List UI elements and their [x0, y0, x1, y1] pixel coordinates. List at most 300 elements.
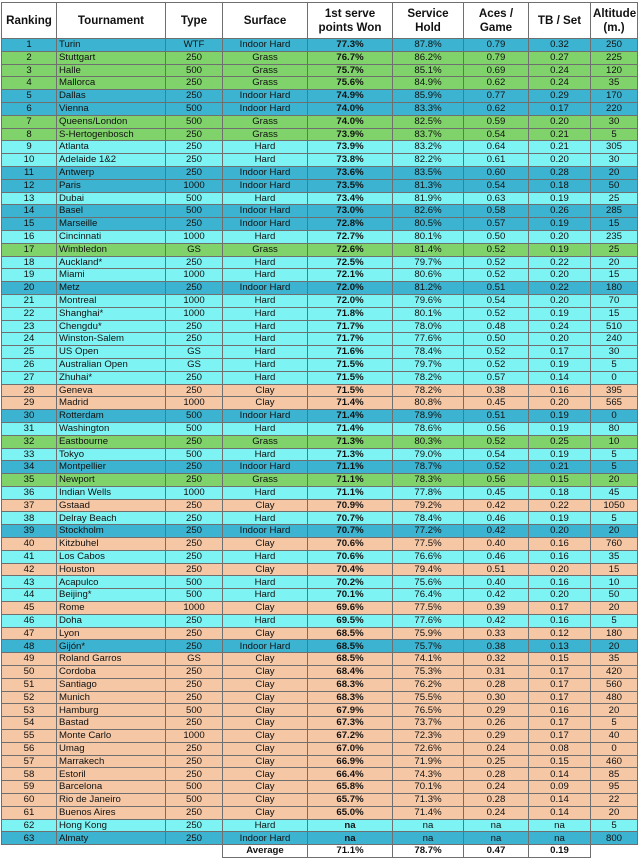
service-hold-cell: 87.8% [393, 39, 464, 52]
tournament-cell: Australian Open [57, 358, 166, 371]
altitude-cell: 225 [591, 51, 638, 64]
tournament-cell: Acapulco [57, 576, 166, 589]
altitude-cell: 20 [591, 474, 638, 487]
surface-cell: Hard [223, 486, 308, 499]
tb-cell: 0.20 [529, 563, 591, 576]
altitude-cell: 85 [591, 768, 638, 781]
first-serve-cell: 68.5% [308, 653, 393, 666]
table-row [2, 550, 638, 563]
surface-cell: Hard [223, 256, 308, 269]
service-hold-cell: 78.0% [393, 320, 464, 333]
tournament-cell: Rome [57, 602, 166, 615]
table-row [2, 141, 638, 154]
tournament-cell: Dallas [57, 90, 166, 103]
tb-cell: 0.19 [529, 192, 591, 205]
first-serve-cell: 70.2% [308, 576, 393, 589]
tb-cell: 0.20 [529, 525, 591, 538]
surface-cell: Clay [223, 499, 308, 512]
ranking-cell: 34 [2, 461, 57, 474]
surface-cell: Indoor Hard [223, 39, 308, 52]
service-hold-cell: 71.9% [393, 755, 464, 768]
table-row [2, 781, 638, 794]
surface-cell: Indoor Hard [223, 90, 308, 103]
tb-cell: 0.16 [529, 384, 591, 397]
type-cell: 1000 [166, 294, 223, 307]
type-cell: 1000 [166, 269, 223, 282]
surface-cell: Grass [223, 474, 308, 487]
ranking-cell: 33 [2, 448, 57, 461]
surface-cell: Grass [223, 115, 308, 128]
tournament-cell: Gstaad [57, 499, 166, 512]
first-serve-cell: 71.3% [308, 435, 393, 448]
type-cell: 250 [166, 384, 223, 397]
type-cell: 250 [166, 90, 223, 103]
ranking-cell: 17 [2, 243, 57, 256]
type-cell: 1000 [166, 397, 223, 410]
table-row [2, 730, 638, 743]
tournament-cell: Halle [57, 64, 166, 77]
type-cell: 250 [166, 474, 223, 487]
aces-cell: 0.58 [464, 205, 529, 218]
surface-cell: Clay [223, 704, 308, 717]
first-serve-cell: 67.3% [308, 717, 393, 730]
ranking-cell: 46 [2, 614, 57, 627]
ranking-cell: 41 [2, 550, 57, 563]
service-hold-cell: 79.7% [393, 358, 464, 371]
tb-cell: 0.26 [529, 205, 591, 218]
table-row [2, 717, 638, 730]
tb-cell: 0.21 [529, 128, 591, 141]
type-cell: 250 [166, 742, 223, 755]
type-cell: 250 [166, 563, 223, 576]
service-hold-cell: 82.2% [393, 154, 464, 167]
tb-cell: 0.19 [529, 410, 591, 423]
aces-cell: 0.56 [464, 474, 529, 487]
tournament-cell: Beijing* [57, 589, 166, 602]
altitude-cell: 250 [591, 39, 638, 52]
surface-cell: Clay [223, 794, 308, 807]
ranking-cell: 59 [2, 781, 57, 794]
tournament-cell: Roland Garros [57, 653, 166, 666]
first-serve-cell: 74.0% [308, 102, 393, 115]
ranking-cell: 24 [2, 333, 57, 346]
aces-cell: 0.52 [464, 435, 529, 448]
ranking-cell: 55 [2, 730, 57, 743]
ranking-cell: 15 [2, 218, 57, 231]
tb-cell: 0.17 [529, 102, 591, 115]
service-hold-cell: 75.7% [393, 640, 464, 653]
altitude-cell: 5 [591, 448, 638, 461]
tournament-cell: Cordoba [57, 666, 166, 679]
ranking-cell: 29 [2, 397, 57, 410]
table-row [2, 115, 638, 128]
first-serve-cell: 71.5% [308, 358, 393, 371]
tournament-cell: Los Cabos [57, 550, 166, 563]
aces-cell: 0.42 [464, 499, 529, 512]
table-row [2, 243, 638, 256]
ranking-cell: 28 [2, 384, 57, 397]
tournament-cell: Indian Wells [57, 486, 166, 499]
surface-cell: Hard [223, 192, 308, 205]
ranking-cell: 1 [2, 39, 57, 52]
aces-cell: 0.61 [464, 154, 529, 167]
first-serve-cell: 66.9% [308, 755, 393, 768]
altitude-cell: 80 [591, 422, 638, 435]
altitude-cell: 30 [591, 154, 638, 167]
type-cell: 500 [166, 448, 223, 461]
type-cell: 250 [166, 218, 223, 231]
surface-cell: Indoor Hard [223, 525, 308, 538]
table-row [2, 794, 638, 807]
first-serve-cell: na [308, 832, 393, 845]
aces-cell: 0.57 [464, 218, 529, 231]
surface-cell: Clay [223, 384, 308, 397]
ranking-cell: 4 [2, 77, 57, 90]
ranking-cell: 63 [2, 832, 57, 845]
tb-cell: 0.25 [529, 435, 591, 448]
tb-cell: 0.17 [529, 691, 591, 704]
ranking-cell: 18 [2, 256, 57, 269]
surface-cell: Indoor Hard [223, 410, 308, 423]
first-serve-cell: 73.5% [308, 179, 393, 192]
surface-cell: Indoor Hard [223, 205, 308, 218]
altitude-cell: 5 [591, 819, 638, 832]
service-hold-cell: na [393, 819, 464, 832]
tournament-cell: Estoril [57, 768, 166, 781]
service-hold-cell: 74.3% [393, 768, 464, 781]
service-hold-cell: 82.6% [393, 205, 464, 218]
ranking-cell: 21 [2, 294, 57, 307]
service-hold-cell: 78.2% [393, 371, 464, 384]
table-row [2, 51, 638, 64]
first-serve-cell: 73.6% [308, 166, 393, 179]
tb-cell: 0.20 [529, 115, 591, 128]
table-row [2, 525, 638, 538]
surface-cell: Hard [223, 576, 308, 589]
surface-cell: Clay [223, 781, 308, 794]
first-serve-cell: 65.0% [308, 806, 393, 819]
surface-cell: Grass [223, 128, 308, 141]
service-hold-cell: 72.6% [393, 742, 464, 755]
altitude-cell: 0 [591, 410, 638, 423]
tournament-cell: Houston [57, 563, 166, 576]
type-cell: 250 [166, 678, 223, 691]
aces-cell: 0.51 [464, 563, 529, 576]
tournament-cell: Rio de Janeiro [57, 794, 166, 807]
table-row [2, 333, 638, 346]
table-row [2, 678, 638, 691]
altitude-cell: 40 [591, 730, 638, 743]
service-hold-cell: 81.4% [393, 243, 464, 256]
first-serve-cell: 72.0% [308, 282, 393, 295]
ranking-cell: 2 [2, 51, 57, 64]
ranking-cell: 61 [2, 806, 57, 819]
altitude-cell: 20 [591, 640, 638, 653]
tournament-cell: Umag [57, 742, 166, 755]
table-row [2, 410, 638, 423]
table-row [2, 640, 638, 653]
service-hold-cell: 75.6% [393, 576, 464, 589]
altitude-cell: 15 [591, 307, 638, 320]
type-cell: 500 [166, 205, 223, 218]
surface-cell: Hard [223, 448, 308, 461]
tournament-cell: S-Hertogenbosch [57, 128, 166, 141]
aces-cell: 0.45 [464, 486, 529, 499]
aces-cell: 0.28 [464, 794, 529, 807]
tb-cell: 0.20 [529, 294, 591, 307]
aces-cell: 0.63 [464, 192, 529, 205]
tb-cell: 0.15 [529, 474, 591, 487]
surface-cell: Clay [223, 755, 308, 768]
first-serve-cell: 72.1% [308, 269, 393, 282]
first-serve-cell: 71.1% [308, 461, 393, 474]
type-cell: 250 [166, 691, 223, 704]
altitude-cell: 15 [591, 218, 638, 231]
type-cell: 1000 [166, 730, 223, 743]
tb-cell: 0.28 [529, 166, 591, 179]
first-serve-cell: 73.8% [308, 154, 393, 167]
aces-cell: 0.62 [464, 77, 529, 90]
ranking-cell: 20 [2, 282, 57, 295]
tb-cell: 0.20 [529, 154, 591, 167]
tb-cell: 0.14 [529, 768, 591, 781]
header-altitude: Altitude (m.) [591, 3, 638, 39]
surface-cell: Hard [223, 512, 308, 525]
table-row [2, 538, 638, 551]
tb-cell: 0.19 [529, 307, 591, 320]
tb-cell: 0.08 [529, 742, 591, 755]
table-row [2, 128, 638, 141]
service-hold-cell: 76.6% [393, 550, 464, 563]
table-row [2, 397, 638, 410]
type-cell: 500 [166, 102, 223, 115]
tournament-cell: Stuttgart [57, 51, 166, 64]
aces-cell: 0.56 [464, 422, 529, 435]
aces-cell: 0.50 [464, 230, 529, 243]
type-cell: 1000 [166, 179, 223, 192]
aces-cell: 0.64 [464, 141, 529, 154]
aces-cell: 0.48 [464, 320, 529, 333]
service-hold-cell: 76.2% [393, 678, 464, 691]
tb-cell: 0.16 [529, 704, 591, 717]
tb-cell: 0.19 [529, 358, 591, 371]
aces-cell: 0.51 [464, 410, 529, 423]
ranking-cell: 42 [2, 563, 57, 576]
type-cell: 1000 [166, 230, 223, 243]
altitude-cell: 760 [591, 538, 638, 551]
tournament-cell: Basel [57, 205, 166, 218]
first-serve-cell: 74.9% [308, 90, 393, 103]
ranking-cell: 47 [2, 627, 57, 640]
table-row [2, 218, 638, 231]
altitude-cell: 35 [591, 550, 638, 563]
altitude-cell: 15 [591, 563, 638, 576]
service-hold-cell: 83.5% [393, 166, 464, 179]
service-hold-cell: 79.7% [393, 256, 464, 269]
first-serve-cell: 72.0% [308, 294, 393, 307]
service-hold-cell: 80.1% [393, 307, 464, 320]
first-serve-cell: 71.4% [308, 422, 393, 435]
aces-cell: 0.32 [464, 653, 529, 666]
tournament-cell: Paris [57, 179, 166, 192]
service-hold-cell: 83.2% [393, 141, 464, 154]
header-type: Type [166, 3, 223, 39]
service-hold-cell: 78.2% [393, 384, 464, 397]
type-cell: 250 [166, 538, 223, 551]
tb-cell: 0.20 [529, 230, 591, 243]
tb-cell: 0.18 [529, 486, 591, 499]
type-cell: 250 [166, 256, 223, 269]
altitude-cell: 460 [591, 755, 638, 768]
surface-cell: Hard [223, 320, 308, 333]
tb-cell: 0.20 [529, 269, 591, 282]
tb-cell: 0.14 [529, 371, 591, 384]
surface-cell: Hard [223, 346, 308, 359]
ranking-cell: 23 [2, 320, 57, 333]
aces-cell: 0.40 [464, 576, 529, 589]
table-row [2, 192, 638, 205]
blank-cell [2, 845, 57, 858]
aces-cell: 0.38 [464, 384, 529, 397]
altitude-cell: 5 [591, 128, 638, 141]
aces-cell: 0.42 [464, 614, 529, 627]
header-tb-set: TB / Set [529, 3, 591, 39]
tournament-cell: Munich [57, 691, 166, 704]
ranking-cell: 13 [2, 192, 57, 205]
altitude-cell: 45 [591, 486, 638, 499]
service-hold-cell: 78.7% [393, 461, 464, 474]
type-cell: GS [166, 358, 223, 371]
service-hold-cell: 77.2% [393, 525, 464, 538]
surface-cell: Clay [223, 806, 308, 819]
service-hold-cell: 83.3% [393, 102, 464, 115]
ranking-cell: 35 [2, 474, 57, 487]
service-hold-cell: 85.9% [393, 90, 464, 103]
tb-cell: 0.17 [529, 717, 591, 730]
surface-cell: Grass [223, 435, 308, 448]
altitude-cell: 5 [591, 512, 638, 525]
surface-cell: Clay [223, 691, 308, 704]
aces-cell: 0.60 [464, 166, 529, 179]
tournament-cell: Montreal [57, 294, 166, 307]
tb-cell: 0.32 [529, 39, 591, 52]
service-hold-cell: 71.4% [393, 806, 464, 819]
surface-cell: Indoor Hard [223, 461, 308, 474]
altitude-cell: 25 [591, 243, 638, 256]
service-hold-cell: 77.5% [393, 538, 464, 551]
surface-cell: Clay [223, 538, 308, 551]
surface-cell: Clay [223, 666, 308, 679]
aces-cell: 0.46 [464, 550, 529, 563]
average-service-hold: 78.7% [393, 845, 464, 858]
table-row [2, 806, 638, 819]
tb-cell: 0.20 [529, 397, 591, 410]
surface-cell: Hard [223, 230, 308, 243]
average-row [2, 845, 638, 858]
altitude-cell: 285 [591, 205, 638, 218]
type-cell: 500 [166, 192, 223, 205]
aces-cell: 0.42 [464, 589, 529, 602]
tb-cell: 0.16 [529, 550, 591, 563]
type-cell: 250 [166, 832, 223, 845]
table-row [2, 499, 638, 512]
first-serve-cell: 74.0% [308, 115, 393, 128]
tb-cell: 0.19 [529, 218, 591, 231]
tournament-cell: Adelaide 1&2 [57, 154, 166, 167]
surface-cell: Hard [223, 371, 308, 384]
header-ranking: Ranking [2, 3, 57, 39]
aces-cell: 0.77 [464, 90, 529, 103]
altitude-cell: 30 [591, 115, 638, 128]
ranking-cell: 49 [2, 653, 57, 666]
service-hold-cell: 70.1% [393, 781, 464, 794]
ranking-cell: 16 [2, 230, 57, 243]
header-aces-game: Aces / Game [464, 3, 529, 39]
ranking-cell: 50 [2, 666, 57, 679]
altitude-cell: 420 [591, 666, 638, 679]
aces-cell: 0.52 [464, 461, 529, 474]
tournament-cell: Turin [57, 39, 166, 52]
ranking-cell: 10 [2, 154, 57, 167]
table-row [2, 358, 638, 371]
tournament-cell: Marrakech [57, 755, 166, 768]
average-first-serve: 71.1% [308, 845, 393, 858]
surface-cell: Indoor Hard [223, 640, 308, 653]
tournament-cell: Vienna [57, 102, 166, 115]
tournament-cell: Tokyo [57, 448, 166, 461]
type-cell: 250 [166, 550, 223, 563]
first-serve-cell: 75.6% [308, 77, 393, 90]
first-serve-cell: 70.7% [308, 525, 393, 538]
tournament-cell: Kitzbuhel [57, 538, 166, 551]
first-serve-cell: 65.8% [308, 781, 393, 794]
surface-cell: Hard [223, 333, 308, 346]
aces-cell: 0.45 [464, 397, 529, 410]
tb-cell: 0.22 [529, 282, 591, 295]
ranking-cell: 43 [2, 576, 57, 589]
first-serve-cell: 70.1% [308, 589, 393, 602]
surface-cell: Clay [223, 730, 308, 743]
header-service-hold: Service Hold [393, 3, 464, 39]
ranking-cell: 38 [2, 512, 57, 525]
aces-cell: 0.46 [464, 512, 529, 525]
altitude-cell: 0 [591, 371, 638, 384]
tournament-cell: Doha [57, 614, 166, 627]
service-hold-cell: 73.7% [393, 717, 464, 730]
first-serve-cell: 72.8% [308, 218, 393, 231]
aces-cell: 0.52 [464, 256, 529, 269]
altitude-cell: 35 [591, 653, 638, 666]
first-serve-cell: 75.7% [308, 64, 393, 77]
service-hold-cell: 81.3% [393, 179, 464, 192]
altitude-cell: 20 [591, 256, 638, 269]
first-serve-cell: 69.5% [308, 614, 393, 627]
altitude-cell: 1050 [591, 499, 638, 512]
tb-cell: 0.17 [529, 602, 591, 615]
first-serve-cell: 72.7% [308, 230, 393, 243]
first-serve-cell: 70.6% [308, 550, 393, 563]
aces-cell: 0.52 [464, 307, 529, 320]
surface-cell: Hard [223, 819, 308, 832]
service-hold-cell: 86.2% [393, 51, 464, 64]
table-row [2, 602, 638, 615]
aces-cell: 0.52 [464, 269, 529, 282]
table-row [2, 768, 638, 781]
tb-cell: 0.14 [529, 806, 591, 819]
service-hold-cell: 81.9% [393, 192, 464, 205]
tb-cell: 0.21 [529, 141, 591, 154]
first-serve-cell: 71.8% [308, 307, 393, 320]
